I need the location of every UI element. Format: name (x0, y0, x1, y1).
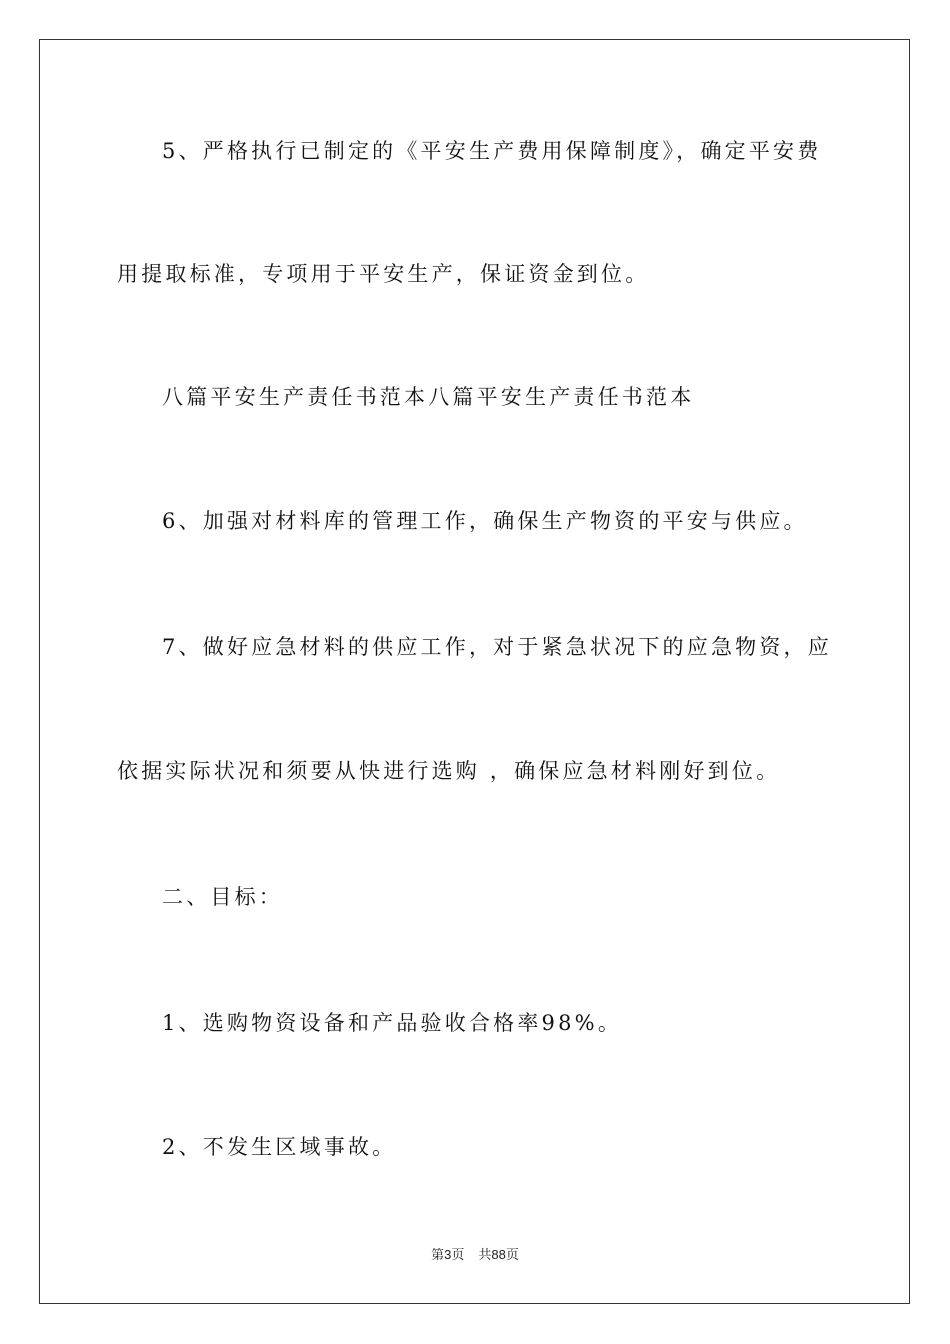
paragraph-item-7-line-1: 7、做好应急材料的供应工作，对于紧急状况下的应急物资，应 (162, 635, 832, 659)
goal-item-2: 2、不发生区域事故。 (162, 1135, 397, 1159)
section-heading-goals: 二、目标： (162, 885, 283, 909)
paragraph-item-5-line-1: 5、严格执行已制定的《平安生产费用保障制度》，确定平安费 (162, 139, 822, 163)
paragraph-title-repeat: 八篇平安生产责任书范本八篇平安生产责任书范本 (162, 385, 695, 409)
page-total: 共88页 (478, 1247, 519, 1262)
page-footer (0, 1246, 950, 1264)
page-border (39, 39, 910, 1304)
paragraph-item-7-line-2: 依据实际状况和须要从快进行选购 ，确保应急材料刚好到位。 (117, 759, 781, 783)
goal-item-1: 1、选购物资设备和产品验收合格率98%。 (162, 1011, 623, 1035)
page-number: 第3页 (431, 1247, 465, 1262)
paragraph-item-6: 6、加强对材料库的管理工作，确保生产物资的平安与供应。 (162, 509, 808, 533)
paragraph-item-5-line-2: 用提取标准，专项用于平安生产，保证资金到位。 (117, 262, 650, 286)
